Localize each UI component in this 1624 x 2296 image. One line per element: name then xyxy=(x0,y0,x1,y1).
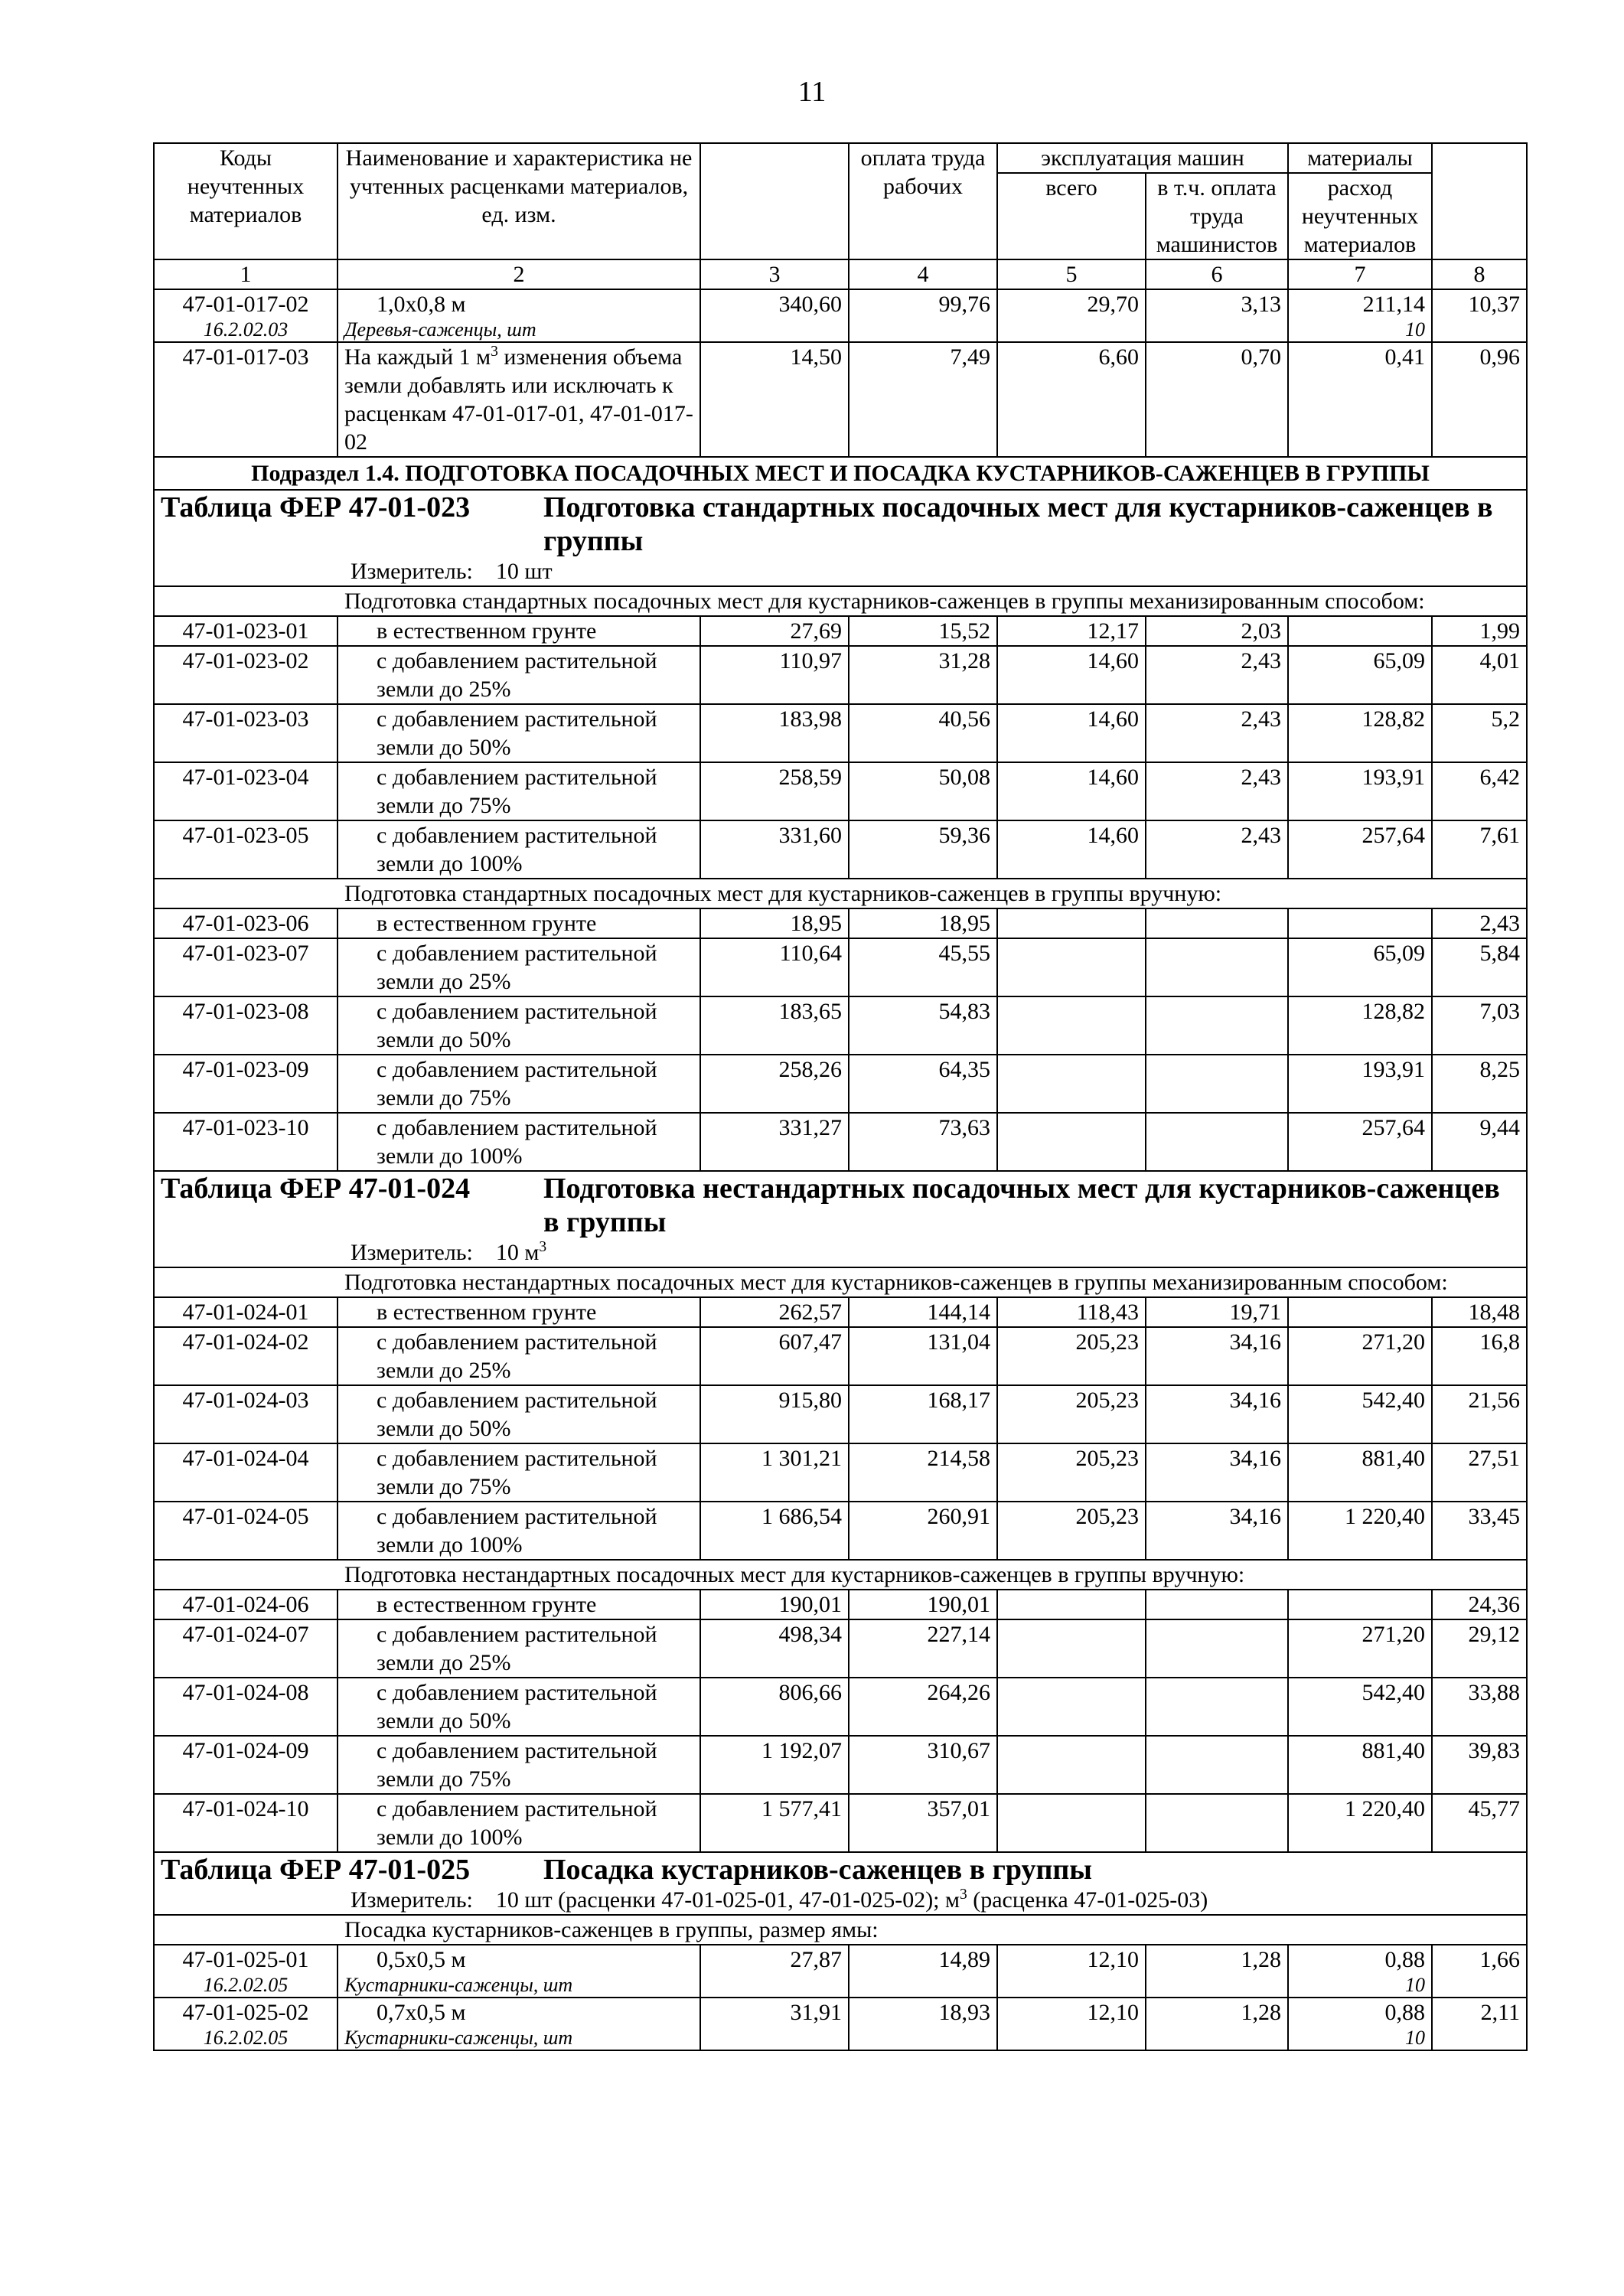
cell-c4: 168,17 xyxy=(849,1385,997,1443)
cell-c3: 915,80 xyxy=(700,1385,849,1443)
header-materials: материалы xyxy=(1288,143,1432,173)
colnum: 2 xyxy=(338,259,700,289)
row-code: 47-01-023-04 xyxy=(154,762,338,820)
table-header-023 xyxy=(154,490,1527,586)
row-code: 47-01-024-02 xyxy=(154,1327,338,1385)
table-header-025 xyxy=(154,1852,1527,1915)
table-row xyxy=(154,1590,1527,1619)
cell-c8: 0,96 xyxy=(1432,342,1527,457)
row-name: с добавлением растительной земли до 25% xyxy=(338,1327,700,1385)
cell-c5 xyxy=(997,908,1146,938)
row-name: с добавлением растительной земли до 100% xyxy=(338,1113,700,1171)
cell-c4: 40,56 xyxy=(849,704,997,762)
table-row xyxy=(154,996,1527,1055)
measure-label: Измеритель: xyxy=(351,1887,473,1913)
cell-c3: 258,59 xyxy=(700,762,849,820)
cell-c7: 65,09 xyxy=(1288,646,1432,704)
cell-c4: 59,36 xyxy=(849,820,997,879)
measure-label: Измеритель: xyxy=(351,559,473,584)
cell-c8: 45,77 xyxy=(1432,1794,1527,1852)
cell-c3: 27,69 xyxy=(700,616,849,646)
row-name: в естественном грунте xyxy=(338,1590,700,1619)
cell-c8: 4,01 xyxy=(1432,646,1527,704)
cell-c5 xyxy=(997,1678,1146,1736)
table-row xyxy=(154,938,1527,996)
cell-c5 xyxy=(997,1590,1146,1619)
row-name: 0,5х0,5 м xyxy=(377,1947,466,1972)
cell-c3: 806,66 xyxy=(700,1678,849,1736)
cell-c5 xyxy=(997,996,1146,1055)
table-title: Посадка кустарников-саженцев в группы xyxy=(543,1854,1092,1886)
cell-c8: 24,36 xyxy=(1432,1590,1527,1619)
cell-c8: 16,8 xyxy=(1432,1327,1527,1385)
row-code: 47-01-024-06 xyxy=(154,1590,338,1619)
cell-c6: 19,71 xyxy=(1146,1297,1288,1327)
row-name: в естественном грунте xyxy=(338,616,700,646)
cell-c6 xyxy=(1146,996,1288,1055)
cell-c6: 2,43 xyxy=(1146,762,1288,820)
cell-c7 xyxy=(1288,616,1432,646)
table-code: Таблица ФЕР 47-01-023 xyxy=(161,491,471,523)
row-code: 47-01-024-04 xyxy=(154,1443,338,1502)
header-labor: оплата труда рабочих xyxy=(849,143,997,259)
colnum: 1 xyxy=(154,259,338,289)
table-row xyxy=(154,1736,1527,1794)
row-name: 1,0х0,8 м xyxy=(377,292,466,317)
cell-c6 xyxy=(1146,1678,1288,1736)
colnum: 3 xyxy=(700,259,849,289)
cell-c6 xyxy=(1146,1794,1288,1852)
measure-value: 10 м xyxy=(495,1240,540,1265)
cell-c3: 1 301,21 xyxy=(700,1443,849,1502)
table-row xyxy=(154,1385,1527,1443)
cell-c7: 271,20 xyxy=(1288,1619,1432,1678)
row-code: 47-01-023-09 xyxy=(154,1055,338,1113)
cell-c5: 14,60 xyxy=(997,646,1146,704)
header-mach-total: всего xyxy=(997,173,1146,259)
measure xyxy=(351,558,1520,585)
cell-c4: 310,67 xyxy=(849,1736,997,1794)
cell-c6: 1,28 xyxy=(1146,1998,1288,2050)
table-row xyxy=(154,289,1527,342)
material-qty: 10 xyxy=(1405,2027,1426,2049)
superscript: 3 xyxy=(960,1887,967,1903)
cell-c3: 183,65 xyxy=(700,996,849,1055)
measure-value: 10 шт xyxy=(495,559,553,584)
group-header: Подготовка стандартных посадочных мест для кустарников-саженцев в группы механизированным способом: xyxy=(154,586,1527,616)
row-code: 47-01-023-03 xyxy=(154,704,338,762)
cell-c4: 31,28 xyxy=(849,646,997,704)
cell-c7: 0,41 xyxy=(1288,342,1432,457)
cell-c7: 542,40 xyxy=(1288,1678,1432,1736)
cell-c3: 110,97 xyxy=(700,646,849,704)
cell-c6 xyxy=(1146,938,1288,996)
cell-c8: 29,12 xyxy=(1432,1619,1527,1678)
cell-c6 xyxy=(1146,1590,1288,1619)
table-row xyxy=(154,1794,1527,1852)
table-row xyxy=(154,616,1527,646)
cell-c7: 0,88 xyxy=(1384,2000,1426,2025)
header-mach-pay: в т.ч. оплата труда машинистов xyxy=(1146,173,1288,259)
table-row xyxy=(154,1998,1527,2050)
cell-c5: 14,60 xyxy=(997,820,1146,879)
cell-c6: 3,13 xyxy=(1146,289,1288,342)
row-code: 47-01-023-07 xyxy=(154,938,338,996)
header-mat-use: расход неучтенных материалов xyxy=(1288,173,1432,259)
cell-c6 xyxy=(1146,1055,1288,1113)
material-qty: 10 xyxy=(1405,1974,1426,1996)
table-title: Подготовка стандартных посадочных мест для кустарников-саженцев в группы xyxy=(543,491,1493,557)
cell-c7: 65,09 xyxy=(1288,938,1432,996)
header-machines: эксплуатация машин xyxy=(997,143,1288,173)
cell-c8: 1,66 xyxy=(1432,1945,1527,1998)
measure xyxy=(351,1887,1520,1914)
table-code: Таблица ФЕР 47-01-025 xyxy=(161,1854,471,1886)
cell-c3: 258,26 xyxy=(700,1055,849,1113)
cell-c8: 5,2 xyxy=(1432,704,1527,762)
cell-c6: 2,43 xyxy=(1146,820,1288,879)
material-name: Деревья-саженцы, шт xyxy=(344,318,536,341)
cell-c8: 6,42 xyxy=(1432,762,1527,820)
row-name: с добавлением растительной земли до 75% xyxy=(338,762,700,820)
cell-c3: 14,50 xyxy=(700,342,849,457)
cell-c8: 10,37 xyxy=(1432,289,1527,342)
cell-c5: 14,60 xyxy=(997,762,1146,820)
row-code: 47-01-023-08 xyxy=(154,996,338,1055)
column-numbers xyxy=(154,259,1527,289)
cell-c3: 331,60 xyxy=(700,820,849,879)
cell-c4: 45,55 xyxy=(849,938,997,996)
cell-c7: 128,82 xyxy=(1288,996,1432,1055)
row-code: 47-01-025-02 xyxy=(182,2000,309,2025)
row-name: с добавлением растительной земли до 100% xyxy=(338,1794,700,1852)
row-code: 47-01-024-03 xyxy=(154,1385,338,1443)
fer-table xyxy=(153,142,1528,2051)
measure xyxy=(351,1239,1520,1267)
row-code: 47-01-024-08 xyxy=(154,1678,338,1736)
row-code: 47-01-024-09 xyxy=(154,1736,338,1794)
cell-c3: 607,47 xyxy=(700,1327,849,1385)
row-name: с добавлением растительной земли до 50% xyxy=(338,704,700,762)
colnum: 4 xyxy=(849,259,997,289)
table-row xyxy=(154,646,1527,704)
cell-c4: 7,49 xyxy=(849,342,997,457)
row-code: 47-01-025-01 xyxy=(182,1947,309,1972)
cell-c4: 260,91 xyxy=(849,1502,997,1560)
cell-c4: 227,14 xyxy=(849,1619,997,1678)
row-name: с добавлением растительной земли до 50% xyxy=(338,1678,700,1736)
cell-c8: 2,11 xyxy=(1432,1998,1527,2050)
cell-c5: 205,23 xyxy=(997,1502,1146,1560)
cell-c6: 34,16 xyxy=(1146,1502,1288,1560)
cell-c6: 1,28 xyxy=(1146,1945,1288,1998)
table-header-024 xyxy=(154,1171,1527,1267)
cell-c7: 211,14 xyxy=(1362,292,1426,317)
section-title: Подраздел 1.4. ПОДГОТОВКА ПОСАДОЧНЫХ МЕСТ И ПОСАДКА КУСТАРНИКОВ-САЖЕНЦЕВ В ГРУППЫ xyxy=(154,457,1527,490)
row-name: с добавлением растительной земли до 25% xyxy=(338,938,700,996)
cell-c8: 33,45 xyxy=(1432,1502,1527,1560)
colnum: 8 xyxy=(1432,259,1527,289)
cell-c7 xyxy=(1288,908,1432,938)
cell-c7: 1 220,40 xyxy=(1288,1794,1432,1852)
cell-c7: 0,88 xyxy=(1384,1947,1426,1972)
row-code: 47-01-024-05 xyxy=(154,1502,338,1560)
cell-c8: 8,25 xyxy=(1432,1055,1527,1113)
cell-c3: 1 686,54 xyxy=(700,1502,849,1560)
cell-c8: 1,99 xyxy=(1432,616,1527,646)
superscript: 3 xyxy=(491,344,498,360)
cell-c4: 18,95 xyxy=(849,908,997,938)
row-name: с добавлением растительной земли до 75% xyxy=(338,1443,700,1502)
cell-c6: 34,16 xyxy=(1146,1443,1288,1502)
cell-c4: 50,08 xyxy=(849,762,997,820)
row-code: 47-01-023-05 xyxy=(154,820,338,879)
table-row xyxy=(154,1327,1527,1385)
cell-c8: 2,43 xyxy=(1432,908,1527,938)
table-row xyxy=(154,908,1527,938)
table-row xyxy=(154,1055,1527,1113)
table-row xyxy=(154,342,1527,457)
measure-label: Измеритель: xyxy=(351,1240,473,1265)
table-row xyxy=(154,1297,1527,1327)
table-row xyxy=(154,1443,1527,1502)
row-name xyxy=(338,342,700,457)
cell-c3: 1 192,07 xyxy=(700,1736,849,1794)
cell-c7: 257,64 xyxy=(1288,820,1432,879)
row-name: с добавлением растительной земли до 50% xyxy=(338,1385,700,1443)
row-name: в естественном грунте xyxy=(338,908,700,938)
cell-c4: 99,76 xyxy=(849,289,997,342)
cell-c6 xyxy=(1146,1736,1288,1794)
colnum: 7 xyxy=(1288,259,1432,289)
table-row xyxy=(154,1619,1527,1678)
cell-c5 xyxy=(997,1055,1146,1113)
cell-c7: 193,91 xyxy=(1288,1055,1432,1113)
cell-c3: 18,95 xyxy=(700,908,849,938)
table-row xyxy=(154,1678,1527,1736)
row-code: 47-01-023-02 xyxy=(154,646,338,704)
group-header: Подготовка стандартных посадочных мест для кустарников-саженцев в группы вручную: xyxy=(154,879,1527,908)
cell-c5 xyxy=(997,1794,1146,1852)
group-header: Подготовка нестандартных посадочных мест для кустарников-саженцев в группы вручную: xyxy=(154,1560,1527,1590)
material-code: 16.2.02.05 xyxy=(203,1974,289,1996)
row-code: 47-01-017-02 xyxy=(182,292,309,317)
row-name: с добавлением растительной земли до 25% xyxy=(338,1619,700,1678)
table-row xyxy=(154,704,1527,762)
cell-c7: 881,40 xyxy=(1288,1736,1432,1794)
header-name: Наименование и характеристика не учтенных расценками материалов, ед. изм. xyxy=(338,143,700,259)
measure-value: 10 шт (расценки 47-01-025-01, 47-01-025-02); м xyxy=(495,1887,960,1913)
row-name: в естественном грунте xyxy=(338,1297,700,1327)
cell-c4: 15,52 xyxy=(849,616,997,646)
table-row xyxy=(154,820,1527,879)
row-name: с добавлением растительной земли до 75% xyxy=(338,1055,700,1113)
cell-c3: 183,98 xyxy=(700,704,849,762)
material-name: Кустарники-саженцы, шт xyxy=(344,2027,573,2049)
cell-c4: 144,14 xyxy=(849,1297,997,1327)
cell-c7: 193,91 xyxy=(1288,762,1432,820)
cell-c5 xyxy=(997,1736,1146,1794)
cell-c6: 0,70 xyxy=(1146,342,1288,457)
row-code: 47-01-017-03 xyxy=(154,342,338,457)
name-part: изменения объема земли добавлять или исключать к расценкам 47-01-017-01, 47-01-017-02 xyxy=(344,344,693,455)
cell-c8: 27,51 xyxy=(1432,1443,1527,1502)
material-qty: 10 xyxy=(1405,318,1426,341)
cell-c8: 7,61 xyxy=(1432,820,1527,879)
cell-c3: 340,60 xyxy=(700,289,849,342)
cell-c7 xyxy=(1288,1590,1432,1619)
row-code: 47-01-024-10 xyxy=(154,1794,338,1852)
cell-c7: 881,40 xyxy=(1288,1443,1432,1502)
material-code: 16.2.02.03 xyxy=(203,318,289,341)
cell-c3: 27,87 xyxy=(700,1945,849,1998)
cell-c4: 64,35 xyxy=(849,1055,997,1113)
cell-c5: 12,17 xyxy=(997,616,1146,646)
cell-c3: 498,34 xyxy=(700,1619,849,1678)
cell-c6: 2,03 xyxy=(1146,616,1288,646)
cell-c8: 5,84 xyxy=(1432,938,1527,996)
cell-c4: 190,01 xyxy=(849,1590,997,1619)
cell-c5: 205,23 xyxy=(997,1385,1146,1443)
row-name: с добавлением растительной земли до 100% xyxy=(338,1502,700,1560)
cell-c4: 264,26 xyxy=(849,1678,997,1736)
row-code: 47-01-024-01 xyxy=(154,1297,338,1327)
table-row xyxy=(154,1113,1527,1171)
row-code: 47-01-023-06 xyxy=(154,908,338,938)
row-code: 47-01-024-07 xyxy=(154,1619,338,1678)
cell-c3: 110,64 xyxy=(700,938,849,996)
header-codes: Коды неучтенных материалов xyxy=(154,143,338,259)
cell-c8: 9,44 xyxy=(1432,1113,1527,1171)
row-name: с добавлением растительной земли до 100% xyxy=(338,820,700,879)
cell-c4: 54,83 xyxy=(849,996,997,1055)
cell-c8: 18,48 xyxy=(1432,1297,1527,1327)
colnum: 6 xyxy=(1146,259,1288,289)
cell-c6 xyxy=(1146,1113,1288,1171)
cell-c6: 2,43 xyxy=(1146,646,1288,704)
row-name: с добавлением растительной земли до 75% xyxy=(338,1736,700,1794)
table-row xyxy=(154,1502,1527,1560)
cell-c6: 34,16 xyxy=(1146,1327,1288,1385)
row-code: 47-01-023-01 xyxy=(154,616,338,646)
cell-c5: 6,60 xyxy=(997,342,1146,457)
cell-c4: 214,58 xyxy=(849,1443,997,1502)
cell-c7: 128,82 xyxy=(1288,704,1432,762)
cell-c8: 7,03 xyxy=(1432,996,1527,1055)
cell-c5: 205,23 xyxy=(997,1327,1146,1385)
cell-c3: 331,27 xyxy=(700,1113,849,1171)
table-code: Таблица ФЕР 47-01-024 xyxy=(161,1172,471,1205)
cell-c7: 257,64 xyxy=(1288,1113,1432,1171)
row-name: с добавлением растительной земли до 50% xyxy=(338,996,700,1055)
cell-c4: 131,04 xyxy=(849,1327,997,1385)
table-row xyxy=(154,1945,1527,1998)
cell-c5: 29,70 xyxy=(997,289,1146,342)
group-header: Подготовка нестандартных посадочных мест для кустарников-саженцев в группы механизированным способом: xyxy=(154,1267,1527,1297)
colnum: 5 xyxy=(997,259,1146,289)
cell-c7 xyxy=(1288,1297,1432,1327)
cell-c7: 1 220,40 xyxy=(1288,1502,1432,1560)
cell-c4: 357,01 xyxy=(849,1794,997,1852)
cell-c4: 18,93 xyxy=(849,1998,997,2050)
cell-c8: 21,56 xyxy=(1432,1385,1527,1443)
cell-c6 xyxy=(1146,908,1288,938)
cell-c5: 118,43 xyxy=(997,1297,1146,1327)
cell-c3: 31,91 xyxy=(700,1998,849,2050)
cell-c8: 39,83 xyxy=(1432,1736,1527,1794)
cell-c5: 12,10 xyxy=(997,1945,1146,1998)
table-title: Подготовка нестандартных посадочных мест для кустарников-саженцев в группы xyxy=(543,1172,1500,1238)
material-code: 16.2.02.05 xyxy=(203,2027,289,2049)
row-code: 47-01-023-10 xyxy=(154,1113,338,1171)
name-part: На каждый 1 м xyxy=(344,344,491,370)
cell-c5: 205,23 xyxy=(997,1443,1146,1502)
cell-c7: 542,40 xyxy=(1288,1385,1432,1443)
superscript: 3 xyxy=(539,1239,547,1255)
group-header: Посадка кустарников-саженцев в группы, размер ямы: xyxy=(154,1915,1527,1945)
cell-c4: 14,89 xyxy=(849,1945,997,1998)
cell-c3: 1 577,41 xyxy=(700,1794,849,1852)
cell-c5: 14,60 xyxy=(997,704,1146,762)
cell-c8: 33,88 xyxy=(1432,1678,1527,1736)
cell-c6: 34,16 xyxy=(1146,1385,1288,1443)
cell-c5: 12,10 xyxy=(997,1998,1146,2050)
measure-value: (расценка 47-01-025-03) xyxy=(967,1887,1208,1913)
table-row xyxy=(154,762,1527,820)
material-name: Кустарники-саженцы, шт xyxy=(344,1974,573,1996)
page-number: 11 xyxy=(797,76,827,108)
row-name: 0,7х0,5 м xyxy=(377,2000,466,2025)
cell-c3: 190,01 xyxy=(700,1590,849,1619)
cell-c4: 73,63 xyxy=(849,1113,997,1171)
cell-c5 xyxy=(997,1113,1146,1171)
cell-c5 xyxy=(997,1619,1146,1678)
cell-c3: 262,57 xyxy=(700,1297,849,1327)
cell-c5 xyxy=(997,938,1146,996)
cell-c6: 2,43 xyxy=(1146,704,1288,762)
row-name: с добавлением растительной земли до 25% xyxy=(338,646,700,704)
cell-c6 xyxy=(1146,1619,1288,1678)
cell-c7: 271,20 xyxy=(1288,1327,1432,1385)
